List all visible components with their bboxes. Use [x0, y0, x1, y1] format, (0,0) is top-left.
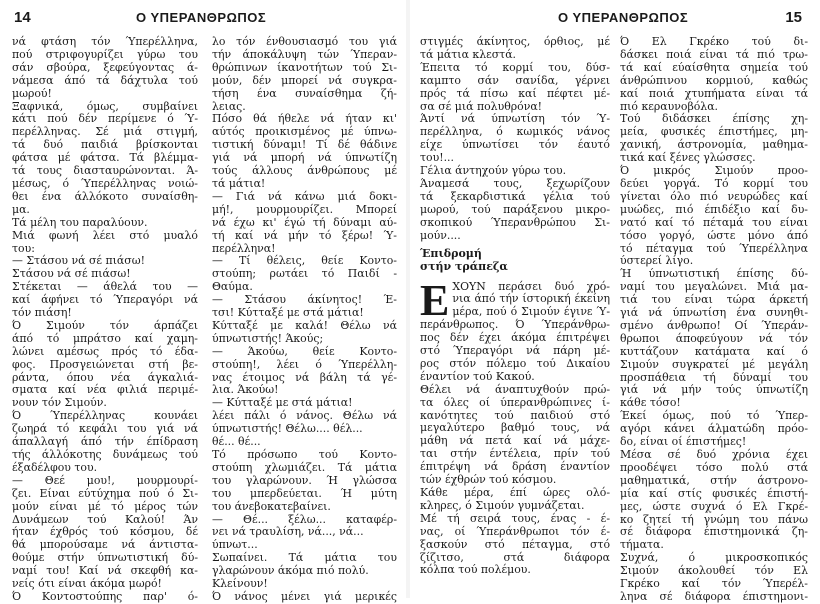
- text-line: σμένο άνθρωπο! Οί Ύπεράν-: [620, 318, 808, 332]
- text-line: Δυνάμεων τού Καλού! Άν: [12, 512, 198, 526]
- text-line: μεγαλύτερο βαθμό τους, νά: [420, 421, 610, 435]
- text-line: γλαρώνουν άκόμα πιό πολύ.: [212, 564, 369, 578]
- text-line: λο τόν ένθουσιασμό του γιά: [212, 35, 397, 48]
- text-line: κάτι πού δέν περίμενε ό Ύ-: [12, 112, 198, 126]
- text-line: σέ διάφορα έπιστημονικά ζη-: [620, 525, 808, 539]
- text-line: — Στάσου άκίνητος! Έ-: [212, 293, 397, 307]
- text-line: καμπτο σάν σανίδα, γέρνει: [420, 73, 610, 87]
- text-line: Ό Ύπερέλληνας κουνάει: [12, 409, 198, 423]
- text-line: μούν είναι μέ τό μέρος τών: [12, 499, 198, 513]
- text-line: ύστερεί λίγο.: [620, 254, 694, 268]
- right-column-1: [420, 36, 610, 596]
- text-line: λώνει αμέσως πρός τό έδα-: [12, 344, 198, 358]
- text-line: μαθηματικά, στήν άστρονο-: [620, 473, 808, 487]
- text-line: νά έχω κι' έγώ τή δύναμι αύ-: [212, 215, 397, 229]
- text-line: δάσκει ποιά είναι τά πιό τρω-: [620, 47, 808, 61]
- right-page: [410, 0, 820, 603]
- text-line: προσπάθεια τή δύναμί του: [620, 370, 808, 384]
- text-line: νάμεσα άπό τά δάχτυλα τού: [12, 73, 198, 87]
- text-line: τσι! Κύτταξέ με στά μάτια!: [212, 306, 364, 320]
- text-line: γιά νά μπορή νά ύπνωτίζη: [212, 151, 397, 165]
- text-line: τήματα.: [620, 538, 664, 552]
- text-line: άπαλλαγή άπό τήν έπίδραση: [12, 435, 198, 449]
- page-number-right: 15: [785, 9, 802, 26]
- text-line: τά καί εύαίσθητα σημεία τού: [620, 60, 808, 74]
- text-line: τά μάτια!: [212, 176, 266, 190]
- text-line: τικά καί ξένες γλώσσες.: [620, 151, 756, 165]
- text-line: μία καί στίς φυσικές έπιστή-: [620, 486, 808, 500]
- text-line: έναντίον τού Κακού.: [420, 369, 535, 383]
- text-line: ΧΟΥΝ περάσει δυό χρό-: [452, 279, 610, 293]
- text-line: πρός τά πίσω καί πέφτει μέ-: [420, 86, 610, 100]
- text-line: θρωποι άποφεύγουν νά τόν: [620, 331, 808, 345]
- text-line: άνθρώπινου κορμιού, καθώς: [620, 73, 808, 87]
- text-line: Άναμεσά τους, ξεχωρίζουν: [420, 176, 610, 190]
- text-line: μες, ώστε συχνά ό Ελ Γκρέ-: [620, 499, 808, 513]
- text-line: γίνεται όλο πιό νευρώδες καί: [620, 189, 808, 203]
- text-line: ρος στόν πόλεμο τού Δικαίου: [420, 356, 610, 370]
- text-line: θέ... θέ...: [212, 435, 261, 449]
- text-line: αγόρι κάνει άλματώδη πρόο-: [620, 422, 808, 436]
- text-line: νει νά τραυλίση, νά..., νά...: [212, 525, 364, 539]
- text-line: τόσο γοργό, ώστε μόνο άπό: [620, 228, 808, 242]
- text-line: τά δυό παιδιά βρίσκονται: [12, 138, 198, 152]
- text-line: τά ξεκαρδιστικά γέλια τού: [420, 189, 610, 203]
- page-number-left: 14: [14, 9, 31, 26]
- text-line: του!...: [420, 151, 454, 165]
- text-line: μα.: [12, 202, 30, 216]
- text-line: θούμε στήν ύπνωτιστική δύ-: [12, 551, 198, 565]
- text-line: Τά μέλη του παραλύουν.: [12, 215, 148, 229]
- text-line: Θαύμα.: [212, 280, 253, 294]
- text-line: γιά νά μήν τούς ύπνωτίζη: [620, 383, 808, 397]
- text-line: έπιτρέψη νά δράση έναντίον: [420, 460, 610, 474]
- text-line: κόλπα τού πολέμου.: [420, 563, 531, 577]
- text-line: μωρού!: [12, 86, 52, 100]
- text-line: Σωπαίνει. Τά μάτια του: [212, 551, 397, 565]
- text-line: του:: [12, 241, 35, 255]
- text-line: — Κύτταξέ με στά μάτια!: [212, 396, 353, 410]
- text-line: ράντα, όπου νέα άγκαλιά-: [12, 370, 198, 384]
- text-line: Τού διδάσκει έπίσης χη-: [620, 112, 808, 126]
- text-line: ύπνωτιστής! Θέλω.... θέλ...: [212, 422, 363, 436]
- text-line: είχε ύπνωτίσει τόν έαυτό: [420, 138, 610, 152]
- text-line: στούπη χλωμιάζει. Τά μάτια: [212, 460, 397, 474]
- text-line: Σιμούν συγκρατεί μέ μεγάλη: [620, 357, 808, 371]
- text-line: Μέ τή σειρά τους, ένας - έ-: [420, 511, 610, 525]
- text-line: τή καί νά μήν τό ξέρω! Ύ-: [212, 228, 397, 242]
- text-line: ύπνωτιστής! Άκούς;: [212, 331, 324, 345]
- text-line: άπό τό μπράτσο καί χαμη-: [12, 331, 198, 345]
- text-line: τούς άλλους άνθρώπους μέ: [212, 164, 397, 178]
- text-line: — Θέ... ξέλω... καταφέρ-: [212, 512, 397, 526]
- text-line: περάνθρωπος. Ό Ύπεράνθρω-: [420, 318, 610, 332]
- text-line: αύτός προικισμένος μέ ύπνω-: [212, 125, 397, 139]
- text-line: δεύει γοργά. Τό κορμί του: [620, 176, 808, 190]
- text-line: μέρα, πού ό Σιμούν έγινε Ύ-: [452, 305, 610, 319]
- text-line: λέει πάλι ό νάνος. Θέλω νά: [212, 409, 397, 423]
- text-line: του γλαρώνουν. Ή γλώσσα: [212, 473, 397, 487]
- text-line: Κλείνουν!: [212, 577, 268, 591]
- text-line: τών έχθρών τού κόσμου.: [420, 473, 557, 487]
- text-line: Συχνά, ό μικροσκοπικός: [620, 551, 808, 565]
- text-line: γιά νά ύπνωτίση ένα συνηθι-: [620, 306, 808, 320]
- text-line: — Τί θέλεις, θείε Κοντο-: [212, 254, 397, 268]
- text-line: περέλληνα!: [212, 241, 276, 255]
- text-line: — Θεέ μου!, μουρμουρί-: [12, 473, 198, 487]
- text-line: νια άπό τήν ίστορική έκείνη: [452, 292, 610, 306]
- text-line: μούν....: [420, 228, 461, 242]
- text-line: χανική, άστρονομία, μαθημα-: [620, 138, 808, 152]
- text-line: μωρού, τού παράξενου μικρο-: [420, 202, 610, 216]
- drop-cap-paragraph: [420, 275, 610, 384]
- text-line: στούπη; ρωτάει τό Παιδί -: [212, 267, 397, 281]
- text-line: περέλληνα, ό κωμικός νάνος: [420, 125, 610, 139]
- text-line: κο ζητεί τή γνώμη του πάνω: [620, 512, 808, 526]
- text-line: μεία, φυσικές έπιστήμες, μη-: [620, 125, 808, 139]
- text-line: τήν άποκάλυψη τών Ύπεραν-: [212, 47, 397, 61]
- text-line: ύπνωτ...: [212, 538, 258, 552]
- text-line: κάθε τόσο!: [620, 396, 681, 410]
- text-line: ζωηρά τό κεφάλι του γιά νά: [12, 422, 198, 436]
- text-line: δο, είναι οί έπιστήμες!: [620, 435, 747, 449]
- text-line: Κάθε μέρα, έπί ώρες ολό-: [420, 486, 610, 499]
- text-line: Στάσου νά σέ πιάσω!: [12, 267, 131, 281]
- text-line: λειας.: [212, 99, 246, 113]
- text-line: σματα καί νέα φιλιά περιμέ-: [12, 383, 198, 397]
- text-line: Ό Ελ Γκρέκο τού δι-: [620, 35, 808, 48]
- text-line: μέσως, ό Ύπερέλληνας νοιώ-: [12, 176, 198, 190]
- text-line: μή!, μουρμουρίζει. Μπορεί: [212, 202, 397, 216]
- text-line: καί άφήνει τό Ύπεραγόρι νά: [12, 293, 198, 307]
- text-line: τιστική δύναμι! Τί δέ θάδινε: [212, 138, 397, 152]
- text-line: τιά του είναι τώρα άρκετή: [620, 293, 808, 307]
- text-line: νουν τόν Σιμούν.: [12, 396, 107, 410]
- text-line: τά μάτια κλεστά.: [420, 47, 517, 61]
- text-line: κυττάζουν κατάματα καί ό: [620, 344, 808, 358]
- left-column-1: [12, 35, 198, 603]
- text-line: μούν, δέν μπορεί νά συγκρα-: [212, 73, 397, 87]
- text-line: Ό νάνος μένει γιά μερικές: [212, 589, 397, 603]
- text-line: Ό Σιμούν τόν άρπάζει: [12, 318, 198, 332]
- text-line: — Άκούω, θείε Κοντο-: [212, 344, 397, 358]
- running-head-right: Ο ΥΠΕΡΑΝΘΡΩΠΟΣ: [558, 10, 689, 25]
- text-line: πού στριφογυρίζει γύρω του: [12, 47, 198, 61]
- text-line: σάν σβούρα, ξεφεύγοντας ά-: [12, 60, 198, 74]
- left-column-2: [212, 35, 397, 603]
- text-line: ναμί του μεγαλώνει. Μιά μα-: [620, 280, 808, 294]
- text-line: νας έτοιμος νά βάλη τά γέ-: [212, 370, 397, 384]
- text-line: προοδέψει τόσο πολύ στά: [620, 460, 808, 474]
- text-line: θά μπορούσαμε νά άντιστα-: [12, 538, 198, 552]
- text-line: περέλληνας. Σέ μιά στιγμή,: [12, 125, 198, 139]
- text-line: Μιά φωνή λέει στό μυαλό: [12, 228, 198, 242]
- text-line: φάτσα μέ φάτσα. Τά βλέμμα-: [12, 151, 198, 165]
- text-line: Έπειτα τό κορμί του, δύσ-: [420, 60, 610, 74]
- text-line: Κύτταξέ με καλά! Θέλω νά: [212, 318, 397, 332]
- text-line: τα όλες οί ύπερανθρώπινες ί-: [420, 395, 610, 409]
- text-line: Γέλια άντηχούν γύρω του.: [420, 164, 567, 178]
- text-line: νά φτάση τόν Ύπερέλληνα,: [12, 35, 198, 48]
- text-line: Άντί νά ύπνωτίση τόν Ύ-: [420, 112, 610, 126]
- text-line: θει ένα άλλόκοτο συναίσθη-: [12, 189, 198, 203]
- text-line: — Στάσου νά σέ πιάσω!: [12, 254, 145, 268]
- text-line: τήση ένα συναίσθημα ζή-: [212, 86, 397, 100]
- text-line: μάθη νά πετά καί νά μάχε-: [420, 434, 610, 448]
- text-line: καί ποιά χτυπήματα είναι τά: [620, 86, 808, 100]
- text-line: νατό καί τό πέταμά του είναι: [620, 215, 808, 229]
- text-line: Ό μικρός Σιμούν προο-: [620, 164, 808, 178]
- text-line: θρώπινων ίκανοτήτων τού Σι-: [212, 60, 397, 74]
- text-line: στιγμές άκίνητος, όρθιος, μέ: [420, 35, 610, 48]
- text-line: στό Ύπεραγόρι νά πάρη μέ-: [420, 344, 610, 358]
- text-line: τής άλλόκοτης δυνάμεως τού: [12, 448, 198, 461]
- running-head-left: Ο ΥΠΕΡΑΝΘΡΩΠΟΣ: [136, 10, 267, 25]
- text-line: σα σέ μιά πολυθρόνα!: [420, 99, 543, 113]
- text-line: ήταν έχθρός τού κόσμου, δέ: [12, 525, 198, 539]
- text-line: φος. Προσγειώνεται στή βε-: [12, 357, 198, 371]
- text-line: Ό Κοντοστούπης παρ' ό-: [12, 589, 198, 603]
- text-line: μυώδες, πιό έπιδέξιο καί δυ-: [620, 202, 808, 216]
- text-line: στούπη!, λέει ό Ύπερέλλη-: [212, 357, 397, 371]
- text-line: ζίζιτσο, στά διάφορα: [420, 550, 610, 564]
- text-line: Γκρέκο καί τόν Ύπερέλ-: [620, 577, 808, 591]
- text-line: του μπερδεύεται. Ή μύτη: [212, 486, 397, 500]
- text-line: τόν πιάση!: [12, 306, 72, 320]
- text-line: ται στήν έντέλεια, πρίν τού: [420, 447, 610, 461]
- text-line: κληρες, ό Σιμούν γυμνάζεται.: [420, 498, 585, 512]
- left-page: [0, 0, 408, 603]
- section-heading: Έπιδρομή στήν τράπεζα: [420, 246, 508, 273]
- text-line: Θέλει νά άναπτυχθούν πρώ-: [420, 382, 610, 396]
- text-line: Έκεί όμως, πού τό Ύπερ-: [620, 409, 808, 423]
- right-column-2: [620, 35, 808, 603]
- text-line: ναμί του! Καί νά σκεφθή κα-: [12, 564, 198, 578]
- text-line: τό πέταγμα τού Ύπερέλληνα: [620, 241, 808, 255]
- text-line: νείς ότι είναι άκόμα μωρό!: [12, 577, 162, 591]
- text-line: Τό πρόσωπο τού Κοντο-: [212, 448, 397, 461]
- text-line: σκοπικού Ύπερανθρώπου Σι-: [420, 215, 610, 229]
- text-line: πιό κεραυνοβόλα.: [620, 99, 719, 113]
- text-line: ξασκούν στό πέταγμα, στό: [420, 537, 610, 551]
- drop-cap: Ε: [420, 275, 450, 325]
- text-line: του άνεβοκατεβαίνει.: [212, 499, 331, 513]
- text-line: ζει. Είναι εύτύχημα πού ό Σι-: [12, 486, 198, 500]
- text-line: έξαδέλφου του.: [12, 460, 98, 474]
- text-line: Ξαφνικά, όμως, συμβαίνει: [12, 99, 198, 113]
- text-line: Σιμούν άκολουθεί τόν Ελ: [620, 564, 808, 578]
- text-line: Πόσο θά ήθελε νά ήταν κι': [212, 112, 397, 126]
- text-line: Στέκεται — άθελά του —: [12, 280, 198, 294]
- text-line: πος δέν έχει άκόμα έπιτρέψει: [420, 331, 610, 345]
- text-line: Ή ύπνωτιστική έπίσης δύ-: [620, 267, 808, 281]
- text-line: ληνα σέ διάφορα έπιστημονι-: [620, 589, 808, 603]
- text-line: τά τους διασταυρώνονται. Ά-: [12, 164, 198, 178]
- text-line: Μέσα σέ δυό χρόνια έχει: [620, 448, 808, 461]
- text-line: — Γιά νά κάνω μιά δοκι-: [212, 189, 397, 203]
- text-line: κανότητες τού παιδιού στό: [420, 408, 610, 422]
- text-line: νας, οί Ύπεράνθρωποι τόν έ-: [420, 524, 610, 538]
- text-line: λια. Άκούω!: [212, 383, 279, 397]
